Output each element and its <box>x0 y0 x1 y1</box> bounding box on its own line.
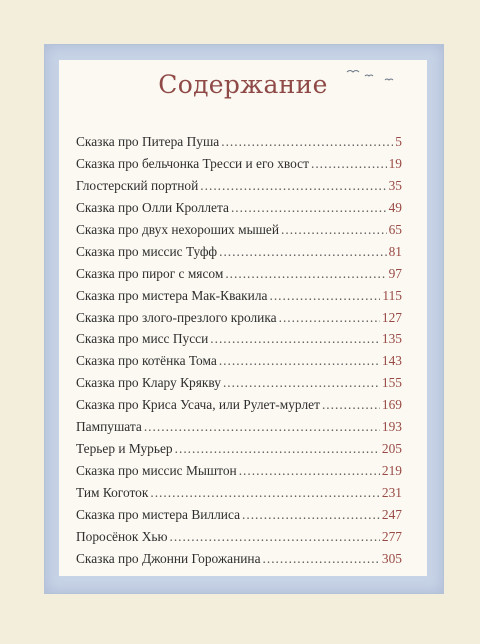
toc-page-number: 247 <box>381 506 402 522</box>
toc-leader-dots <box>269 288 380 304</box>
toc-entry-title: Сказка про миссис Туфф <box>76 243 218 259</box>
toc-entry[interactable] <box>76 310 402 332</box>
page-title: Содержание <box>158 70 328 99</box>
toc-entry-title: Пампушата <box>76 419 142 435</box>
toc-leader-dots <box>210 331 380 347</box>
toc-page-number: 193 <box>381 419 402 435</box>
toc-page-number: 155 <box>381 375 402 391</box>
toc-entry[interactable] <box>76 331 402 353</box>
toc-entry-title: Сказка про Питера Пуша <box>76 134 220 149</box>
toc-entry[interactable] <box>76 551 402 573</box>
toc-entry[interactable] <box>76 200 402 222</box>
toc-entry-title: Сказка про Олли Кроллета <box>76 199 229 215</box>
toc-page-number: 81 <box>388 243 402 259</box>
toc-entry-title: Глостерский портной <box>76 177 199 193</box>
toc-page-number: 35 <box>388 177 402 193</box>
toc-entry-title: Сказка про двух нехороших мышей <box>76 221 279 237</box>
toc-leader-dots <box>239 463 380 479</box>
toc-entry-title: Сказка про миссис Мыштон <box>76 463 237 479</box>
toc-leader-dots <box>311 156 387 172</box>
toc-leader-dots <box>200 178 386 194</box>
toc-leader-dots <box>263 551 380 567</box>
toc-entry[interactable] <box>76 507 402 529</box>
toc-page-number: 143 <box>381 353 402 369</box>
toc-leader-dots <box>175 441 380 457</box>
toc-page-number: 305 <box>381 550 402 566</box>
toc-entry-title: Сказка про Клару Крякву <box>76 375 221 391</box>
toc-leader-dots <box>219 353 380 369</box>
toc-entry[interactable] <box>76 485 402 507</box>
toc-leader-dots <box>169 529 379 545</box>
toc-leader-dots <box>219 244 387 260</box>
toc-entry[interactable] <box>76 419 402 441</box>
toc-page-number: 231 <box>381 485 402 500</box>
toc-leader-dots <box>281 222 387 238</box>
toc-page-number: 115 <box>382 287 402 303</box>
toc-page-number: 205 <box>381 441 402 457</box>
toc-page-number: 127 <box>381 309 402 325</box>
toc-entry-title: Сказка про бельчонка Тресси и его хвост <box>76 155 309 171</box>
toc-entry-title: Сказка про мисс Пусси <box>76 331 209 347</box>
toc-page-number: 49 <box>388 199 402 215</box>
toc-entry-title: Сказка про Джонни Горожанина <box>76 550 261 566</box>
toc-page-number: 219 <box>381 463 402 479</box>
toc-entry[interactable] <box>76 178 402 200</box>
toc-entry-title: Сказка про Криса Усача, или Рулет-мурлет <box>76 397 320 413</box>
toc-leader-dots <box>221 134 393 150</box>
toc-entry-title: Сказка про мистера Виллиса <box>76 506 241 522</box>
toc-page-number: 169 <box>381 397 402 413</box>
toc-page-number: 19 <box>388 155 402 171</box>
toc-entry-title: Сказка про пирог с мясом <box>76 265 224 281</box>
toc-page-number: 65 <box>388 221 402 237</box>
toc-entry[interactable] <box>76 353 402 375</box>
toc-entry[interactable] <box>76 266 402 288</box>
toc-page-number: 5 <box>395 134 402 149</box>
toc-entry[interactable] <box>76 288 402 310</box>
toc-leader-dots <box>150 485 380 501</box>
toc-entry[interactable] <box>76 463 402 485</box>
toc-entry[interactable] <box>76 156 402 178</box>
toc-page-number: 135 <box>381 331 402 347</box>
toc-entry-title: Сказка про мистера Мак-Квакила <box>76 287 268 303</box>
toc-entry-title: Сказка про злого-презлого кролика <box>76 309 277 325</box>
toc-entry-title: Поросёнок Хью <box>76 528 168 544</box>
toc-page-number: 97 <box>388 265 402 281</box>
toc-entry-title: Тим Коготок <box>76 485 149 500</box>
toc-entry[interactable] <box>76 134 402 156</box>
toc-leader-dots <box>231 200 387 216</box>
toc-leader-dots <box>223 375 380 391</box>
toc-entry[interactable] <box>76 441 402 463</box>
toc-entry[interactable] <box>76 222 402 244</box>
toc-entry-title: Сказка про котёнка Тома <box>76 353 217 369</box>
toc-leader-dots <box>242 507 380 523</box>
toc-entry[interactable] <box>76 244 402 266</box>
toc-entry[interactable] <box>76 397 402 419</box>
table-of-contents <box>76 134 402 573</box>
toc-entry[interactable] <box>76 529 402 551</box>
toc-leader-dots <box>279 310 380 326</box>
toc-leader-dots <box>144 419 380 435</box>
toc-page-number: 277 <box>381 528 402 544</box>
toc-entry[interactable] <box>76 375 402 397</box>
toc-leader-dots <box>322 397 380 413</box>
toc-leader-dots <box>225 266 386 282</box>
toc-entry-title: Терьер и Мурьер <box>76 441 173 457</box>
